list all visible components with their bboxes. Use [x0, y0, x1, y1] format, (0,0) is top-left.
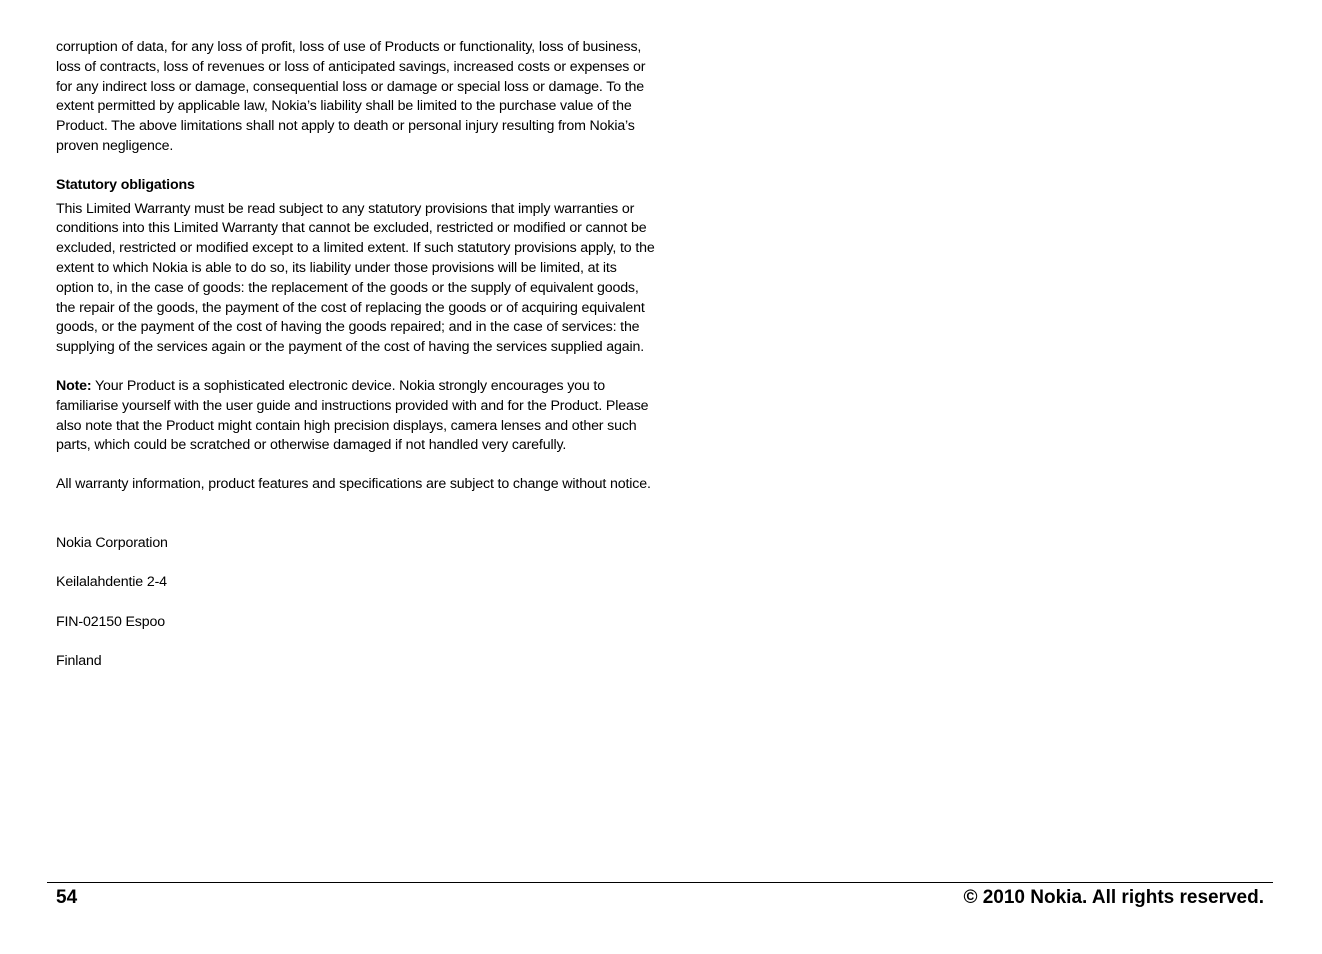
company-address — [56, 534, 656, 672]
address-street: Keilalahdentie 2-4 — [56, 574, 167, 591]
liability-paragraph: corruption of data, for any loss of profit, loss of use of Products or functionality, loss of business, loss of contracts, loss of revenues or loss of anticipated savings, increased costs or expenses or for any indirect loss or damage, consequential loss or damage or special loss or damage. To the extent permitted by applicable law, Nokia’s liability shall be limited to the purchase value of the Product. The above limitations shall not apply to death or personal injury resulting from Nokia’s proven negligence. — [56, 39, 646, 154]
note-text: Your Product is a sophisticated electronic device. Nokia strongly encourages you to familiarise yourself with the user guide and instructions provided with and for the Product. Please also note that the Product might contain high precision displays, camera lenses and other such parts, which could be scratched or otherwise damaged if not handled very carefully. — [56, 377, 649, 454]
address-company: Nokia Corporation — [56, 534, 168, 551]
page-number: 54 — [56, 887, 78, 908]
document-body — [56, 38, 656, 692]
section-heading-statutory-obligations: Statutory obligations — [56, 176, 195, 193]
address-country: Finland — [56, 653, 102, 670]
statutory-obligations-paragraph: This Limited Warranty must be read subject to any statutory provisions that imply warranties or conditions into this Limited Warranty that cannot be excluded, restricted or modified or cannot be excluded, restricted or modified except to a limited extent. If such statutory provisions apply, to the extent to which Nokia is able to do so, its liability under those provisions will be limited, at its option to, in the case of goods: the replacement of the goods or the supply of equivalent goods, the repair of the goods, the payment of the cost of replacing the goods or of acquiring equivalent goods, or the payment of the cost of having the goods repaired; and in the case of services: the supplying of the services again or the payment of the cost of having the services supplied again. — [56, 200, 655, 356]
address-postal: FIN-02150 Espoo — [56, 613, 165, 630]
note-label: Note: — [56, 377, 92, 394]
footer-divider — [47, 882, 1273, 883]
change-notice-paragraph: All warranty information, product features and specifications are subject to change without notice. — [56, 476, 651, 493]
note-paragraph — [56, 377, 656, 456]
copyright-notice: © 2010 Nokia. All rights reserved. — [963, 887, 1264, 908]
